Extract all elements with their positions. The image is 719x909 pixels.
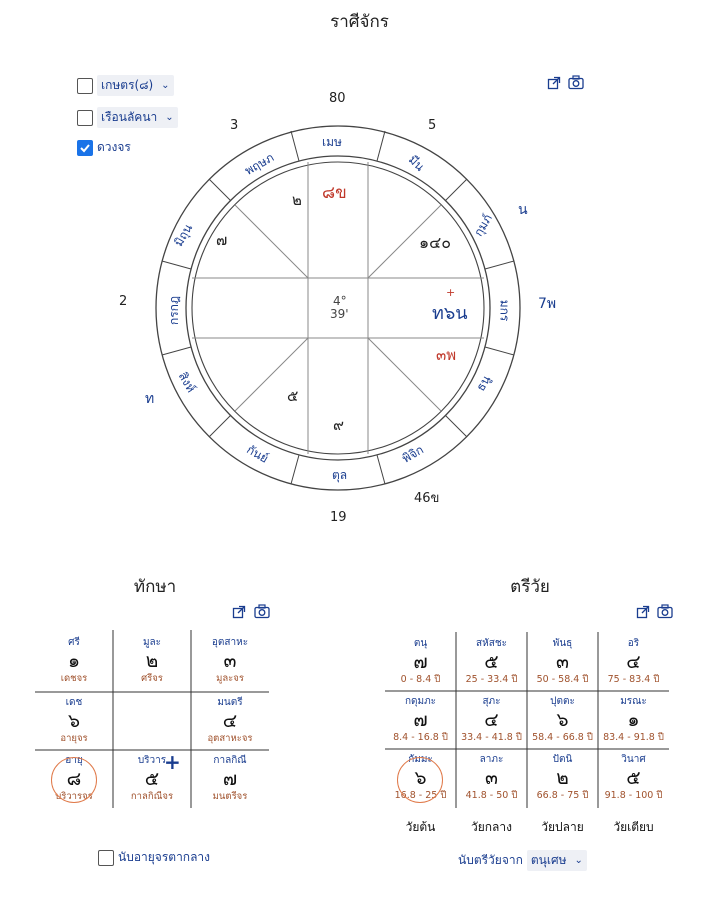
triwai-number: ๗ xyxy=(413,709,428,731)
triwai-number: ๓ xyxy=(556,651,569,673)
external-link-icon[interactable] xyxy=(232,605,246,619)
house-value: ๘ข xyxy=(322,183,347,203)
outer-number: 3 xyxy=(230,118,239,133)
taksa-number: ๔ xyxy=(222,710,238,732)
taksa-cell xyxy=(191,637,269,685)
sign-label: ธนู xyxy=(473,373,494,394)
age-label: วัยเตียบ xyxy=(613,820,654,834)
chevron-down-icon: ⌄ xyxy=(161,80,170,91)
ruen-lakkana-label: เรือนลัคนา xyxy=(101,110,158,124)
duangjon-label: ดวงจร xyxy=(97,140,131,154)
triwai-label: สหัสชะ xyxy=(476,638,507,649)
triwai-count-value: ตนุเศษ xyxy=(530,853,567,867)
center-degree: 4° xyxy=(333,294,347,308)
outer-mark: ท xyxy=(145,391,155,407)
triwai-label: พันธุ xyxy=(552,638,573,649)
taksa-number: ๕ xyxy=(144,768,160,790)
triwai-range: 33.4 - 41.8 ปี xyxy=(461,732,522,743)
triwai-number: ๕ xyxy=(484,651,499,673)
house-value: ๙ xyxy=(333,416,344,434)
triwai-cell xyxy=(527,638,598,686)
taksa-number: ๒ xyxy=(145,650,159,672)
sign-label: ตุล xyxy=(332,468,348,482)
triwai-label: วินาศ xyxy=(621,754,646,765)
chevron-down-icon: ⌄ xyxy=(165,112,174,123)
camera-icon[interactable] xyxy=(657,604,673,619)
triwai-range: 75 - 83.4 ปี xyxy=(607,674,660,685)
taksa-label: อายุ xyxy=(65,755,83,766)
sign-label: กุมภ์ xyxy=(471,211,495,239)
taksa-number: ๘ xyxy=(66,768,82,790)
ayu-center-control[interactable] xyxy=(98,848,210,867)
taksa-label: บริวาร xyxy=(137,755,167,766)
taksa-title: ทักษา xyxy=(133,577,177,597)
triwai-title: ตรีวัย xyxy=(510,577,550,597)
triwai-label: ปัตนิ xyxy=(552,754,573,765)
sign-label: มิถุน xyxy=(171,221,196,249)
taksa-cell xyxy=(191,697,269,745)
age-label: วัยต้น xyxy=(405,820,436,834)
triwai-cell xyxy=(598,638,669,686)
house-value: ๕ xyxy=(287,387,299,405)
outer-number: 7พ xyxy=(538,296,557,312)
taksa-sub: มนตรีจร xyxy=(212,791,248,802)
plus-mark: + xyxy=(446,286,456,299)
taksa-label: กาลกิณี xyxy=(213,755,247,766)
sign-label: เมษ xyxy=(322,135,342,149)
taksa-label: อุตสาหะ xyxy=(211,637,249,648)
triwai-number: ๓ xyxy=(485,767,498,789)
sign-label: กันย์ xyxy=(244,442,271,466)
triwai-number: ๖ xyxy=(414,767,427,789)
triwai-label: มรณะ xyxy=(620,696,647,707)
triwai-number: ๔ xyxy=(626,651,641,673)
triwai-range: 91.8 - 100 ปี xyxy=(604,790,663,801)
taksa-sub: เดชจร xyxy=(60,673,88,684)
triwai-cell xyxy=(527,754,598,802)
triwai-count-control[interactable] xyxy=(458,850,587,871)
triwai-label: สุภะ xyxy=(482,696,501,707)
triwai-range: 58.4 - 66.8 ปี xyxy=(532,732,593,743)
house-value: ๗ xyxy=(216,231,228,249)
triwai-label: กัมมะ xyxy=(408,754,433,765)
sign-label: สิงห์ xyxy=(175,369,199,395)
triwai-number: ๑ xyxy=(627,709,640,731)
taksa-label: มูละ xyxy=(142,637,162,648)
sign-label: มีน xyxy=(405,152,428,174)
outer-number: 5 xyxy=(428,118,437,133)
outer-number: 80 xyxy=(329,91,346,106)
triwai-range: 83.4 - 91.8 ปี xyxy=(603,732,664,743)
triwai-range: 8.4 - 16.8 ปี xyxy=(393,732,448,743)
house-value: ท๖น xyxy=(432,303,468,324)
triwai-cell xyxy=(456,638,527,686)
ayu-center-checkbox[interactable] xyxy=(98,850,114,866)
taksa-sub: บริวารจร xyxy=(55,791,93,802)
taksa-label: ศรี xyxy=(68,637,80,648)
highlight-circle xyxy=(397,757,443,803)
age-label: วัยกลาง xyxy=(471,820,512,834)
triwai-cell xyxy=(456,696,527,744)
triwai-number: ๖ xyxy=(556,709,569,731)
house-value: ๓พ xyxy=(436,346,457,364)
center-minute: 39' xyxy=(330,307,349,321)
triwai-label: กดุมภะ xyxy=(404,696,437,707)
sign-label: พฤษภ xyxy=(242,150,277,178)
taksa-sub: อายุจร xyxy=(60,733,88,744)
camera-icon[interactable] xyxy=(254,604,270,619)
triwai-label: ลาภะ xyxy=(479,754,504,765)
outer-mark: น xyxy=(518,202,528,218)
sign-label: พิจิก xyxy=(399,442,426,466)
external-link-icon[interactable] xyxy=(636,605,650,619)
triwai-label: ตนุ xyxy=(413,638,428,649)
triwai-cell xyxy=(385,638,456,686)
kaset-label: เกษตร(๘) xyxy=(101,78,154,92)
outer-number: 46ข xyxy=(414,491,440,506)
taksa-sub: กาลกิณีจร xyxy=(130,791,174,802)
triwai-label: อริ xyxy=(627,638,640,649)
triwai-range: 25 - 33.4 ปี xyxy=(465,674,518,685)
taksa-cell xyxy=(35,697,113,745)
taksa-label: เดช xyxy=(65,697,83,708)
taksa-number: ๑ xyxy=(67,650,81,672)
age-label: วัยปลาย xyxy=(541,820,584,834)
triwai-range: 0 - 8.4 ปี xyxy=(400,674,441,685)
triwai-cell xyxy=(527,696,598,744)
sign-label: มกร xyxy=(497,299,512,322)
triwai-number: ๔ xyxy=(484,709,499,731)
triwai-count-select[interactable] xyxy=(527,850,587,871)
chevron-down-icon: ⌄ xyxy=(574,855,583,866)
taksa-number: ๓ xyxy=(223,650,237,672)
triwai-number: ๗ xyxy=(413,651,428,673)
triwai-range: 50 - 58.4 ปี xyxy=(536,674,589,685)
triwai-number: ๕ xyxy=(626,767,641,789)
highlight-circle xyxy=(51,757,97,803)
triwai-cell xyxy=(598,754,669,802)
taksa-cell xyxy=(35,637,113,685)
taksa-sub: ศรีจร xyxy=(141,673,163,684)
triwai-count-label: นับตรีวัยจาก xyxy=(458,853,523,867)
ayu-center-label: นับอายุจรตากลาง xyxy=(118,850,211,864)
house-value: ๒ xyxy=(292,191,302,209)
taksa-cell xyxy=(191,755,269,803)
chart-title: ราศีจักร xyxy=(330,12,389,32)
outer-number: 19 xyxy=(330,510,347,525)
house-value: ๑๔๐ xyxy=(419,233,452,252)
taksa-number: ๗ xyxy=(222,768,238,790)
triwai-range: 66.8 - 75 ปี xyxy=(536,790,589,801)
triwai-number: ๒ xyxy=(556,767,569,789)
outer-number: 2 xyxy=(119,294,128,309)
taksa-sub: อุตสาหะจร xyxy=(207,733,253,744)
triwai-cell xyxy=(456,754,527,802)
taksa-cell xyxy=(113,637,191,685)
taksa-label: มนตรี xyxy=(217,697,243,708)
triwai-range: 41.8 - 50 ปี xyxy=(465,790,518,801)
triwai-cell xyxy=(385,696,456,744)
taksa-sub: มูละจร xyxy=(216,673,244,684)
sign-label: กรกฎ xyxy=(167,295,182,326)
triwai-cell xyxy=(598,696,669,744)
triwai-label: ปุตตะ xyxy=(550,696,575,707)
taksa-number: ๖ xyxy=(67,710,81,732)
triwai-range: 16.8 - 25 ปี xyxy=(394,790,447,801)
plus-mark: + xyxy=(164,750,181,774)
